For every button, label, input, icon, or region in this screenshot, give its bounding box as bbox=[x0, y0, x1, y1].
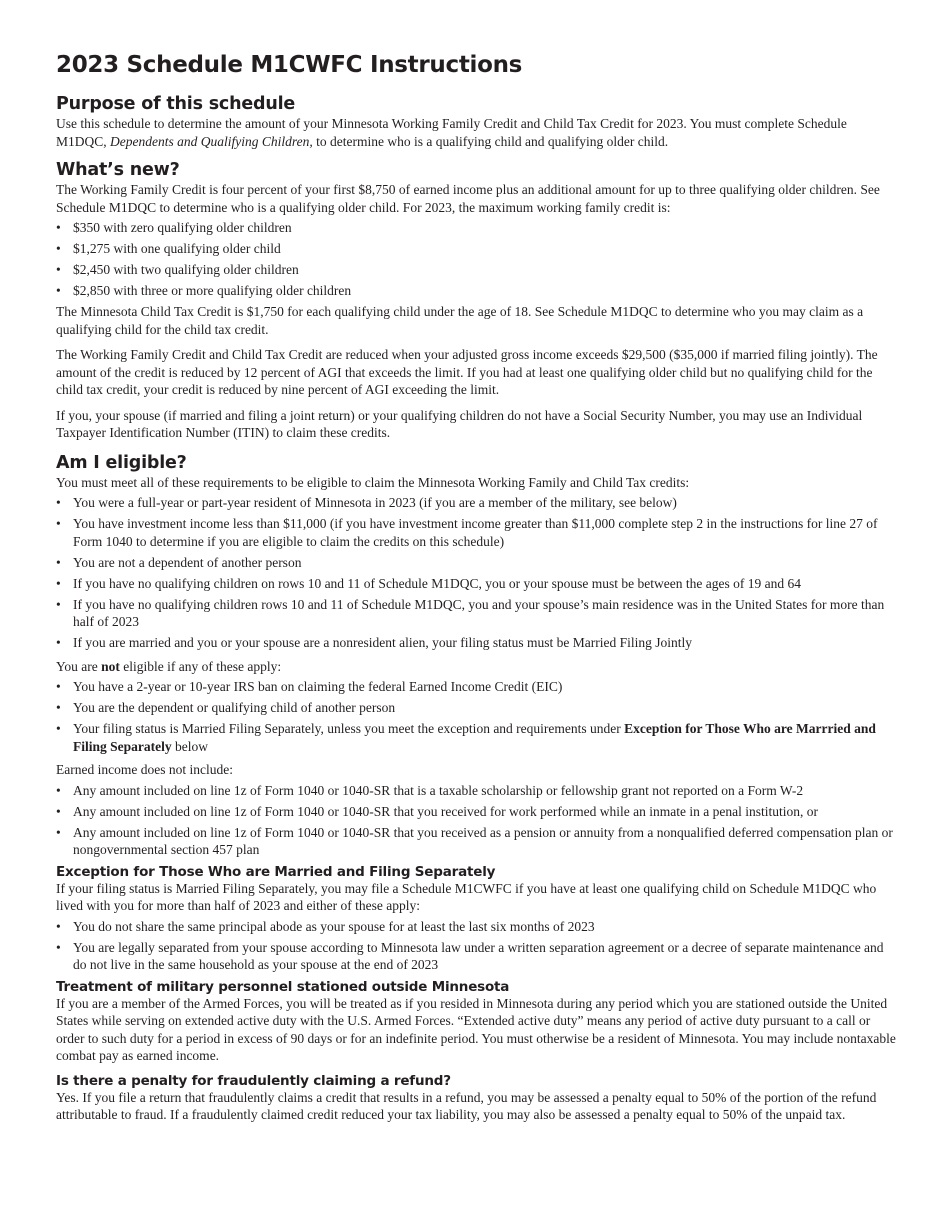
itin-para: If you, your spouse (if married and filing a joint return) or your qualifying children do not have a Social Security Number, you may use an Individual Taxpayer Identification Number (ITIN) to claim these credits. bbox=[56, 407, 863, 440]
not-eligible-text-a: You are bbox=[56, 658, 102, 674]
list-item: • If you have no qualifying children rows 10 and 11 of Schedule M1DQC, you and your spouse’s main residence was in the United States for more than half of 2023 bbox=[56, 596, 896, 631]
list-item: • You are the dependent or qualifying child of another person bbox=[56, 699, 896, 717]
page-title: 2023 Schedule M1CWFC Instructions bbox=[56, 52, 523, 78]
purpose-heading: Purpose of this schedule bbox=[56, 94, 296, 114]
max-credit-list bbox=[56, 219, 896, 300]
earned-income-intro: Earned income does not include: bbox=[56, 762, 233, 777]
list-item: • Any amount included on line 1z of Form 1040 or 1040-SR that you received for work performed while an inmate in a penal institution, or bbox=[56, 803, 896, 821]
filing-status-text-b: below bbox=[171, 738, 208, 754]
earned-income-list bbox=[56, 782, 896, 859]
exception-intro: If your filing status is Married Filing Separately, you may file a Schedule M1CWFC if you have at least one qualifying child on Schedule M1DQC who lived with you for more than half of 2023 and either of these apply: bbox=[56, 880, 877, 913]
list-item: • You are not a dependent of another person bbox=[56, 554, 896, 572]
list-item: • $350 with zero qualifying older children bbox=[56, 219, 896, 237]
penalty-heading: Is there a penalty for fraudulently claiming a refund? bbox=[56, 1072, 451, 1089]
list-item: • You have a 2-year or 10-year IRS ban on claiming the federal Earned Income Credit (EIC) bbox=[56, 678, 896, 696]
list-item: • You do not share the same principal abode as your spouse for at least the last six months of 2023 bbox=[56, 918, 896, 936]
purpose-text bbox=[56, 115, 896, 150]
purpose-text-a: Use this schedule to determine the amount of your Minnesota Working Family Credit and Child Tax Credit for 2023. You must complete Schedule M1DQC, bbox=[56, 116, 847, 149]
list-item: • Any amount included on line 1z of Form 1040 or 1040-SR that is a taxable scholarship or fellowship grant not reported on a Form W-2 bbox=[56, 782, 896, 800]
exception-heading: Exception for Those Who are Married and Filing Separately bbox=[56, 863, 496, 880]
list-item: • Any amount included on line 1z of Form 1040 or 1040-SR that you received as a pension or annuity from a nonqualified deferred compensation plan or nongovernmental section 457 plan bbox=[56, 824, 896, 859]
list-item: • $2,850 with three or more qualifying older children bbox=[56, 282, 896, 300]
not-eligible-list bbox=[56, 678, 896, 755]
list-item: • $2,450 with two qualifying older children bbox=[56, 261, 896, 279]
list-item: • You are legally separated from your spouse according to Minnesota law under a written separation agreement or a decree of separate maintenance and do not live in the same household as your spouse at the end of 2023 bbox=[56, 939, 896, 974]
list-item bbox=[56, 720, 896, 755]
not-eligible-text-b: eligible if any of these apply: bbox=[119, 658, 282, 674]
child-tax-credit-para: The Minnesota Child Tax Credit is $1,750 for each qualifying child under the age of 18. See Schedule M1DQC to determine who you may claim as a qualifying child for the child tax credit. bbox=[56, 304, 864, 337]
list-item: • You were a full-year or part-year resident of Minnesota in 2023 (if you are a member of the military, see below) bbox=[56, 494, 896, 512]
list-item: • You have investment income less than $11,000 (if you have investment income greater than $11,000 complete step 2 in the instructions for line 27 of Form 1040 to determine if you are eligible to claim the credits on this schedule) bbox=[56, 515, 896, 550]
list-item: • $1,275 with one qualifying older child bbox=[56, 240, 896, 258]
filing-status-text-a: Your filing status is Married Filing Separately, unless you meet the exception and requirements under bbox=[73, 721, 625, 736]
not-eligible-bold: not bbox=[101, 658, 120, 674]
not-eligible-intro bbox=[56, 658, 896, 676]
eligible-intro: You must meet all of these requirements to be eligible to claim the Minnesota Working Family and Child Tax credits: bbox=[56, 474, 690, 490]
military-text: If you are a member of the Armed Forces, you will be treated as if you resided in Minnesota during any period which you are stationed outside the United States while serving on extended active duty with the U.S. Armed Forces. “Extended active duty” means any period of active duty pursuant to a call or order to such duty for a period in excess of 90 days or for an indefinite period. You must otherwise be a resident of Minnesota. You may include nontaxable combat pay as earned income. bbox=[56, 995, 896, 1063]
credit-reduction-para: The Working Family Credit and Child Tax Credit are reduced when your adjusted gross income exceeds $29,500 ($35,000 if married filing jointly). The amount of the credit is reduced by 12 percent of AGI that exceeds the limit. If you had at least one qualifying older child but no qualifying child for the child tax credit, your credit is reduced by nine percent of AGI exceeding the limit. bbox=[56, 347, 878, 397]
whats-new-heading: What’s new? bbox=[56, 160, 180, 180]
whats-new-intro: The Working Family Credit is four percent of your first $8,750 of earned income plus an additional amount for up to three qualifying older children. See Schedule M1DQC to determine who is a qualifying older child. For 2023, the maximum working family credit is: bbox=[56, 182, 880, 215]
military-heading: Treatment of military personnel stationed outside Minnesota bbox=[56, 978, 510, 995]
exception-list bbox=[56, 918, 896, 974]
list-item: • If you are married and you or your spouse are a nonresident alien, your filing status must be Married Filing Jointly bbox=[56, 634, 896, 652]
penalty-text: Yes. If you file a return that fraudulently claims a credit that results in a refund, you may be assessed a penalty equal to 50% of the portion of the refund attributable to fraud. If a fraudulently claimed credit reduced your tax liability, you may also be assessed a penalty equal to 50% of the unpaid tax. bbox=[56, 1089, 877, 1122]
purpose-text-italic: Dependents and Qualifying Children, bbox=[110, 133, 313, 149]
purpose-text-b: to determine who is a qualifying child and qualifying older child. bbox=[312, 133, 669, 149]
document-page bbox=[56, 52, 896, 1124]
eligible-heading: Am I eligible? bbox=[56, 452, 187, 473]
list-item: • If you have no qualifying children on rows 10 and 11 of Schedule M1DQC, you or your spouse must be between the ages of 19 and 64 bbox=[56, 575, 896, 593]
filing-status-bold: Exception for Those Who are Marrried and Filing Separately bbox=[73, 721, 876, 754]
requirements-list bbox=[56, 494, 896, 652]
